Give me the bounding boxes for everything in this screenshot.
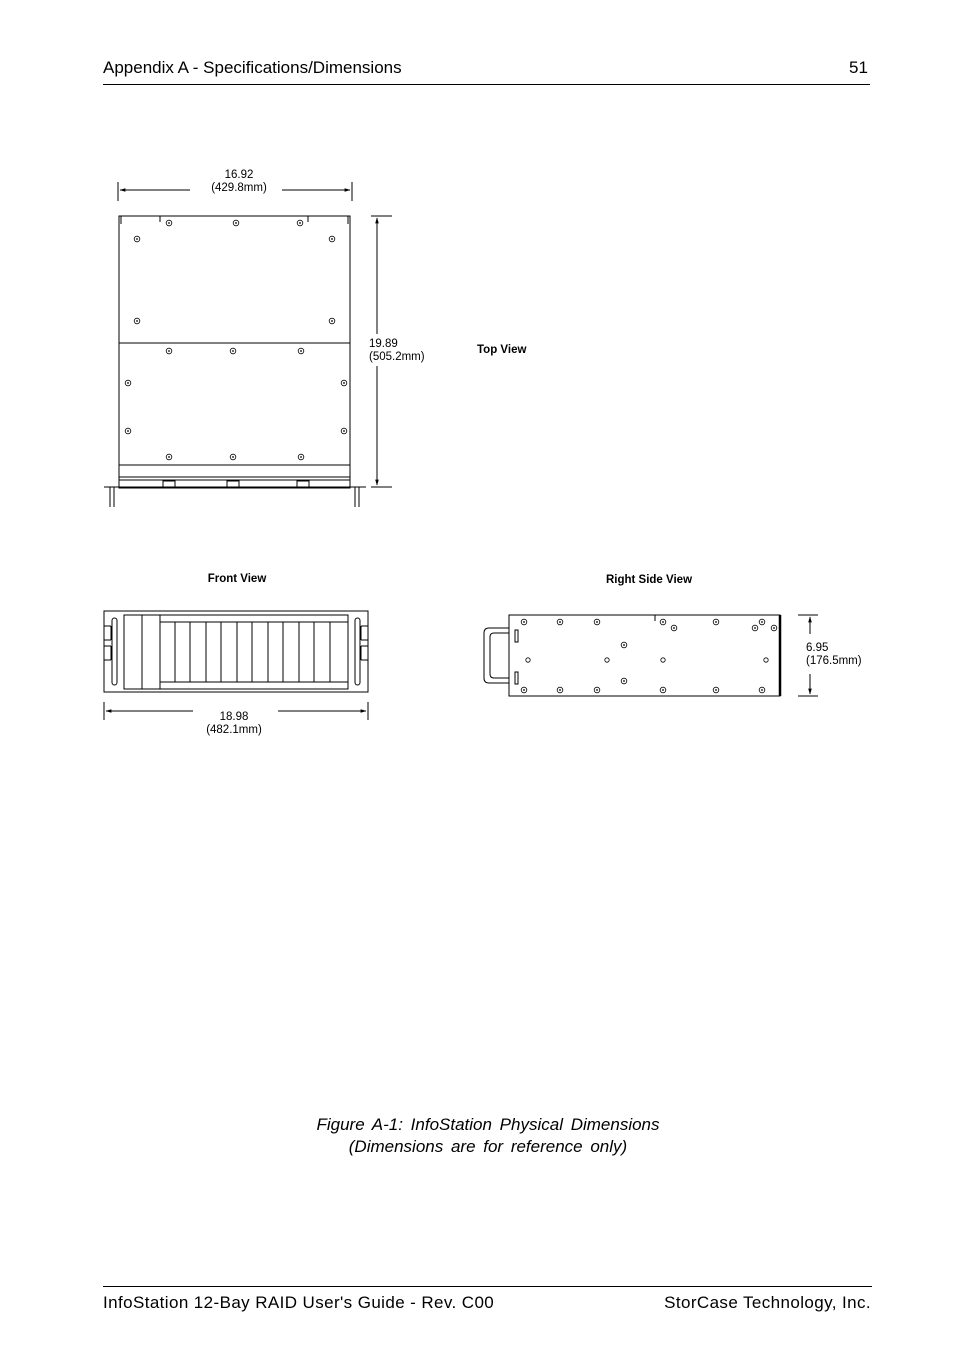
front-width-value: 18.98 [219, 711, 249, 723]
footer-rule [103, 1286, 872, 1287]
side-view-screws [521, 619, 777, 693]
top-view-label: Top View [477, 344, 527, 356]
side-height-value: 6.95 [806, 642, 829, 654]
figure-caption-line2: (Dimensions are for reference only) [348, 1137, 628, 1156]
top-view-drawing [104, 182, 392, 507]
top-depth-mm: (505.2mm) [369, 351, 425, 363]
figure-caption-line1: Figure A-1: InfoStation Physical Dimensions [316, 1115, 660, 1134]
footer-document-title: InfoStation 12-Bay RAID User's Guide - Rev. C00 [103, 1293, 495, 1312]
page-header-title: Appendix A - Specifications/Dimensions [103, 58, 402, 77]
top-view-screws [125, 220, 347, 460]
front-width-mm: (482.1mm) [206, 724, 262, 736]
page-number: 51 [849, 58, 868, 77]
side-view-label: Right Side View [605, 574, 693, 586]
front-view-drawing [104, 611, 368, 720]
side-height-mm: (176.5mm) [806, 655, 862, 667]
front-view-label: Front View [207, 573, 267, 585]
top-width-value: 16.92 [224, 169, 254, 181]
footer-company: StorCase Technology, Inc. [664, 1293, 871, 1312]
top-depth-value: 19.89 [369, 338, 398, 350]
top-width-mm: (429.8mm) [211, 182, 267, 194]
side-view-drawing [484, 615, 818, 696]
